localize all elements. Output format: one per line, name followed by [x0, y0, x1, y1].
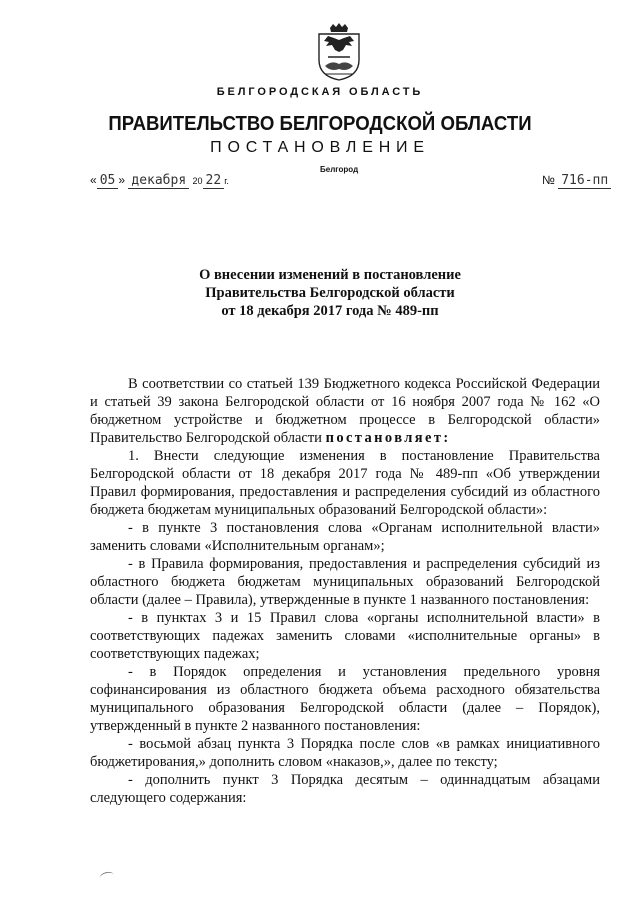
number-value: 716-пп	[558, 173, 611, 189]
decree-body	[90, 375, 600, 807]
body-paragraph-amend-2: - в Правила формирования, предоставления и распределения субсидий из областного бюджета бюджетам муниципальных образований Белгородской области (далее – Правила), утвержденные в пункте 1 названного постановления:	[90, 556, 600, 608]
document-type-title: ПОСТАНОВЛЕНИЕ	[210, 139, 430, 156]
date-month: декабря	[128, 173, 189, 189]
region-name: БЕЛГОРОДСКАЯ ОБЛАСТЬ	[216, 86, 424, 98]
date-year-prefix: 20	[192, 176, 203, 186]
ink-mark	[99, 871, 115, 883]
subject-line-1: О внесении изменений в постановление	[199, 267, 461, 283]
coat-of-arms-emblem	[314, 22, 364, 82]
date-year-mark: г.	[224, 176, 229, 186]
body-paragraph-amend-4: - в Порядок определения и установления предельного уровня софинансирования из областного бюджета объема расходного обязательства муниципального образования Белгородской области (далее – Порядок), утвержденный в пункте 2 названного постановления:	[90, 664, 600, 734]
number-label: №	[542, 173, 555, 187]
body-paragraph-amend-5: - восьмой абзац пункта 3 Порядка после слов «в рамках инициативного бюджетирования,» дополнить словом «наказов,», далее по тексту;	[90, 736, 600, 770]
decree-date	[90, 173, 229, 188]
body-paragraph-amend-6: - дополнить пункт 3 Порядка десятым – одиннадцатым абзацами следующего содержания:	[90, 772, 600, 806]
decree-number	[542, 173, 611, 188]
subject-line-3: от 18 декабря 2017 года № 489-пп	[221, 303, 439, 319]
date-open-quote: «	[90, 173, 97, 187]
date-close-quote: »	[118, 173, 126, 187]
decree-verb: постановляет:	[325, 430, 451, 446]
city-name: Белгород	[320, 165, 359, 174]
body-paragraph-item-1: 1. Внести следующие изменения в постановление Правительства Белгородской области от 18 декабря 2017 года № 489-пп «Об утверждении Правил формирования, предоставления и распределения субсидий из областного бюджета бюджетам муниципальных образований Белгородской области»:	[90, 448, 600, 518]
body-paragraph-preamble	[90, 375, 600, 447]
body-paragraph-amend-1: - в пункте 3 постановления слова «Органам исполнительной власти» заменить словами «Исполнительным органам»;	[90, 520, 600, 554]
body-paragraph-amend-3: - в пунктах 3 и 15 Правил слова «органы исполнительной власти» в соответствующих падежах заменить словами «исполнительные органы» в соответствующих падежах;	[90, 610, 600, 662]
decree-subject	[90, 266, 570, 320]
subject-line-2: Правительства Белгородской области	[205, 285, 455, 301]
date-day: 05	[97, 173, 119, 189]
preamble-text: В соответствии со статьей 139 Бюджетного кодекса Российской Федерации и статьей 39 закона Белгородской области от 16 ноября 2007 года № 162 «О бюджетном устройстве и бюджетном процессе в Белгородской области» Правительство Белгородской области	[90, 376, 600, 446]
date-year-suffix: 22	[203, 173, 225, 189]
government-name: ПРАВИТЕЛЬСТВО БЕЛГОРОДСКОЙ ОБЛАСТИ	[108, 113, 532, 135]
